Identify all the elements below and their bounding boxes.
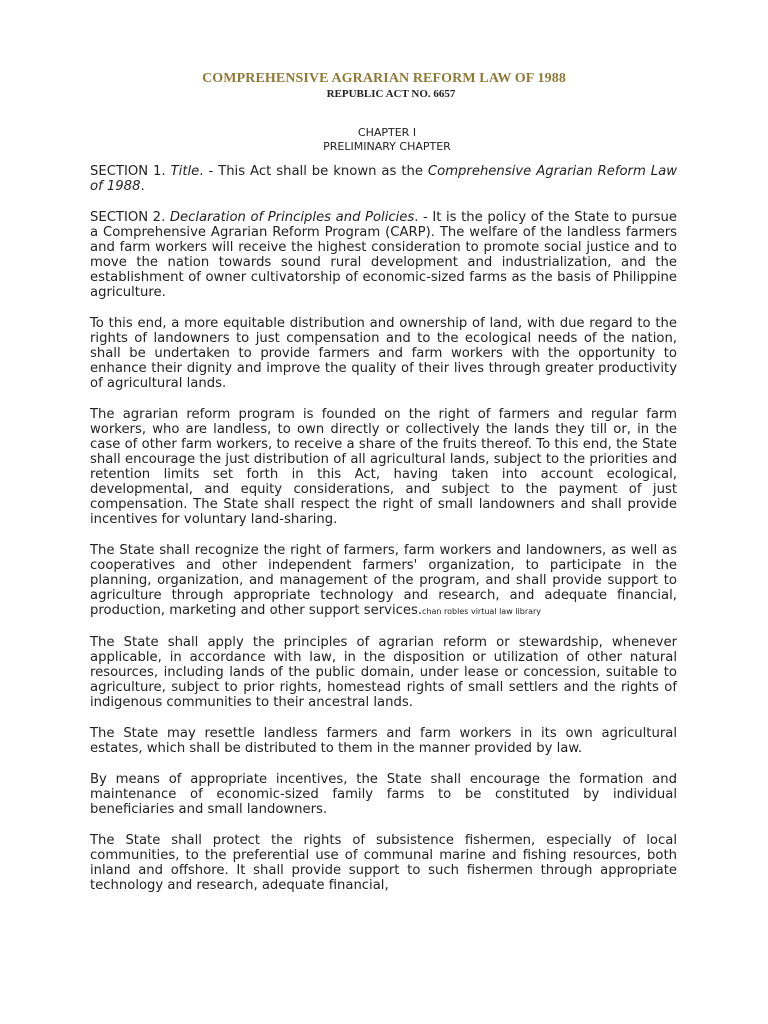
chapter-heading xyxy=(0,126,768,154)
paragraph-equitable-distribution: To this end, a more equitable distribution and ownership of land, with due regard to the rights of landowners to just compensation and to the ecological needs of the nation, shall be undertaken to provide farmers and farm workers with the opportunity to enhance their dignity and improve the quality of their lives through greater productivity of agricultural lands. xyxy=(90,316,677,391)
section-2-label: SECTION 2. xyxy=(90,210,170,225)
virtual-law-library-note: chan robles virtual law library xyxy=(422,607,542,616)
section-1-text: . - This Act shall be known as the xyxy=(199,164,428,179)
section-2-heading: Declaration of Principles and Policies xyxy=(169,210,415,225)
paragraph-recognize-rights xyxy=(90,543,677,619)
section-2-paragraph xyxy=(90,210,677,300)
section-1-paragraph xyxy=(90,164,677,194)
republic-act-number: REPUBLIC ACT NO. 6657 xyxy=(326,88,456,100)
section-2-text: . - It is the policy of the State to pursue a Comprehensive Agrarian Reform Program (CARP). The welfare of the landless farmers and farm workers will receive the highest consideration to promote social justice and to move the nation towards sound rural development and industrialization, and the establishment of owner cultivatorship of economic-sized farms as the basis of Philippine agriculture. xyxy=(90,210,677,300)
section-1-label: SECTION 1. xyxy=(90,164,171,179)
section-1-end: . xyxy=(140,179,145,194)
paragraph-family-farms: By means of appropriate incentives, the State shall encourage the formation and maintenance of economic-sized family farms to be constituted by individual beneficiaries and small landowners. xyxy=(90,772,677,817)
paragraph-resettle: The State may resettle landless farmers and farm workers in its own agricultural estates, which shall be distributed to them in the manner provided by law. xyxy=(90,726,677,756)
document-body xyxy=(90,164,677,909)
chapter-number: CHAPTER I xyxy=(357,126,417,139)
document-header xyxy=(0,70,768,101)
section-1-law-name: Comprehensive Agrarian Reform Law of 1988 xyxy=(90,164,677,194)
law-title: COMPREHENSIVE AGRARIAN REFORM LAW OF 1988 xyxy=(202,71,566,86)
paragraph-recognize-rights-text: The State shall recognize the right of farmers, farm workers and landowners, as well as cooperatives and other independent farmers' organization, to participate in the planning, organization, and management of the program, and shall provide support to agriculture through appropriate technology and research, and adequate financial, production, marketing and other support services. xyxy=(90,543,677,618)
chapter-name: PRELIMINARY CHAPTER xyxy=(323,140,451,153)
paragraph-stewardship: The State shall apply the principles of agrarian reform or stewardship, whenever applicable, in accordance with law, in the disposition or utilization of other natural resources, including lands of the public domain, under lease or concession, suitable to agriculture, subject to prior rights, homestead rights of small settlers and the rights of indigenous communities to their ancestral lands. xyxy=(90,635,677,710)
paragraph-agrarian-program: The agrarian reform program is founded on the right of farmers and regular farm workers, who are landless, to own directly or collectively the lands they till or, in the case of other farm workers, to receive a share of the fruits thereof. To this end, the State shall encourage the just distribution of all agricultural lands, subject to the priorities and retention limits set forth in this Act, having taken into account ecological, developmental, and equity considerations, and subject to the payment of just compensation. The State shall respect the right of small landowners and shall provide incentives for voluntary land-sharing. xyxy=(90,407,677,527)
section-1-heading: Title xyxy=(170,164,200,179)
paragraph-fishermen: The State shall protect the rights of subsistence fishermen, especially of local communities, to the preferential use of communal marine and fishing resources, both inland and offshore. It shall provide support to such fishermen through appropriate technology and research, adequate financial, xyxy=(90,833,677,893)
